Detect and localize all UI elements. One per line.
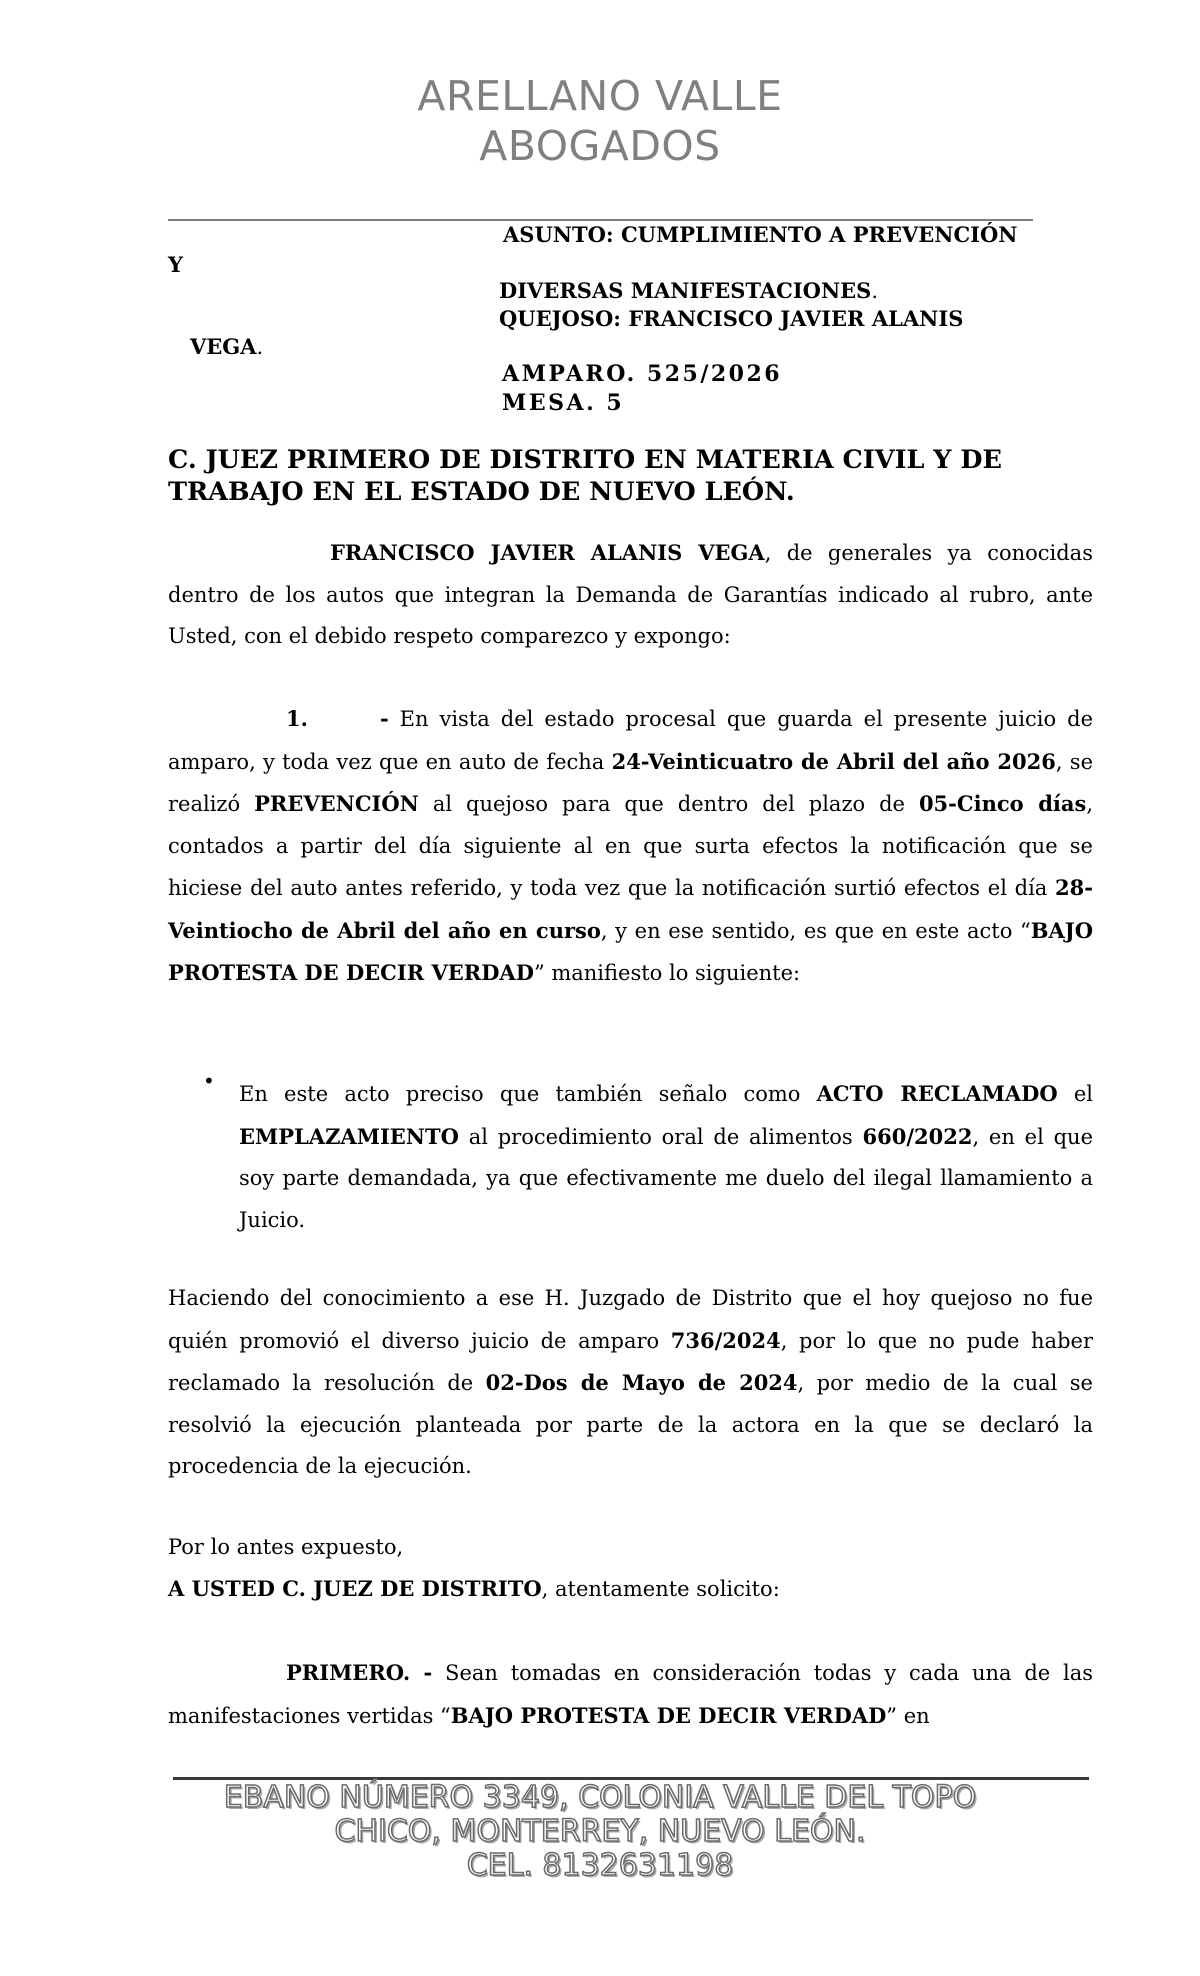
addressee-heading: C. JUEZ PRIMERO DE DISTRITO EN MATERIA CIVIL Y DE TRABAJO EN EL ESTADO DE NUEVO LEÓN. bbox=[168, 445, 1002, 507]
subject-line-2 bbox=[499, 278, 878, 303]
primero-bold-1: BAJO PROTESTA DE DECIR VERDAD bbox=[450, 1702, 887, 1728]
knowledge-text-2: , por lo que no pude haber reclamado la resolución de bbox=[168, 1328, 1093, 1395]
petitioner-name: FRANCISCO JAVIER ALANIS VEGA bbox=[330, 540, 765, 565]
case-number: AMPARO. 525/2026 bbox=[502, 361, 783, 387]
firm-name-line1: ARELLANO VALLE bbox=[417, 72, 783, 120]
knowledge-bold-1: 736/2024 bbox=[670, 1327, 781, 1353]
point-text-1: En vista del estado procesal que guarda el presente juicio de amparo, y toda vez que en auto de fecha bbox=[168, 707, 1093, 774]
point-bold-1: 24-Veinticuatro de Abril del año 2026 bbox=[611, 748, 1056, 774]
bullet-text-1: En este acto preciso que también señalo como bbox=[239, 1082, 817, 1106]
point-text-2: , se realizó bbox=[168, 749, 1093, 816]
primero-text-2: ” en bbox=[886, 1703, 930, 1728]
intro-text: , de generales ya conocidas dentro de los autos que integran la Demanda de Garantías indicado al rubro, ante Usted, con el debido respeto comparezco y expongo: bbox=[168, 541, 1093, 648]
footer-address-line2: CHICO, MONTERREY, NUEVO LEÓN. bbox=[334, 1814, 866, 1849]
intro-paragraph bbox=[168, 532, 1093, 658]
complainant-surname-punct: . bbox=[256, 335, 264, 359]
knowledge-text-1: Haciendo del conocimiento a ese H. Juzgado de Distrito que el hoy quejoso no fue quién promovió el diverso juicio de amparo bbox=[168, 1286, 1093, 1353]
point-number: 1. bbox=[286, 706, 308, 731]
request-addressee: A USTED C. JUEZ DE DISTRITO bbox=[168, 1576, 542, 1601]
subject-conjunction: Y bbox=[168, 252, 183, 277]
footer-address-line1: EBANO NÚMERO 3349, COLONIA VALLE DEL TOPO bbox=[223, 1780, 977, 1815]
footer-phone: CEL. 8132631198 bbox=[466, 1848, 734, 1883]
firm-name-line2: ABOGADOS bbox=[479, 122, 721, 170]
point-1-paragraph bbox=[168, 698, 1093, 995]
subject-line-2-text: DIVERSAS MANIFESTACIONES bbox=[499, 278, 872, 303]
desk-number: MESA. 5 bbox=[502, 390, 625, 416]
point-text-4: , contados a partir del día siguiente al en que surta efectos la notificación que se hiciese del auto antes referido, y toda vez que la notificación surtió efectos el día bbox=[168, 792, 1093, 900]
bullet-text-3: al procedimiento oral de alimentos bbox=[458, 1124, 863, 1149]
point-text-3: al quejoso para que dentro del plazo de bbox=[418, 792, 919, 816]
bullet-bold-3: 660/2022 bbox=[862, 1123, 973, 1149]
point-text-5: , y en ese sentido, es que en este acto “ bbox=[600, 918, 1031, 943]
primero-label: PRIMERO. - bbox=[286, 1660, 433, 1685]
complainant-surname-text: VEGA bbox=[190, 334, 257, 359]
closing-line: Por lo antes expuesto, bbox=[168, 1535, 404, 1559]
bullet-marker: • bbox=[203, 1069, 215, 1093]
knowledge-bold-2: 02-Dos de Mayo de 2024 bbox=[485, 1370, 798, 1395]
primero-text-1: Sean tomadas en consideración todas y cada una de las manifestaciones vertidas “ bbox=[168, 1661, 1094, 1728]
point-bold-2: PREVENCIÓN bbox=[254, 791, 419, 816]
complainant-line: QUEJOSO: FRANCISCO JAVIER ALANIS bbox=[499, 306, 964, 331]
subject-line-2-punct: . bbox=[871, 279, 879, 303]
point-bold-4: 28-Veintiocho de Abril del año en curso bbox=[168, 875, 1093, 943]
subject-line: ASUNTO: CUMPLIMIENTO A PREVENCIÓN bbox=[503, 222, 1018, 247]
request-line bbox=[168, 1568, 1093, 1611]
bullet-bold-2: EMPLAZAMIENTO bbox=[239, 1123, 459, 1149]
bullet-text-2: el bbox=[1057, 1082, 1093, 1106]
header-divider bbox=[168, 219, 1033, 221]
bullet-text-4: , en el que soy parte demandada, ya que efectivamente me duelo del ilegal llamamiento a Juicio. bbox=[239, 1124, 1093, 1232]
request-text: , atentamente solicito: bbox=[541, 1577, 780, 1601]
bullet-bold-1: ACTO RECLAMADO bbox=[816, 1081, 1058, 1106]
knowledge-paragraph bbox=[168, 1278, 1093, 1488]
point-text-6: ” manifiesto lo siguiente: bbox=[533, 961, 801, 985]
point-dash: - bbox=[379, 706, 389, 731]
primero-paragraph bbox=[168, 1652, 1093, 1737]
complainant-surname bbox=[190, 334, 263, 359]
point-bold-3: 05-Cinco días bbox=[918, 791, 1087, 816]
bullet-paragraph bbox=[239, 1073, 1093, 1241]
knowledge-text-3: , por medio de la cual se resolvió la ejecución planteada por parte de la actora en la que se declaró la procedencia de la ejecución. bbox=[168, 1371, 1093, 1478]
point-bold-5: BAJO PROTESTA DE DECIR VERDAD bbox=[168, 917, 1094, 985]
